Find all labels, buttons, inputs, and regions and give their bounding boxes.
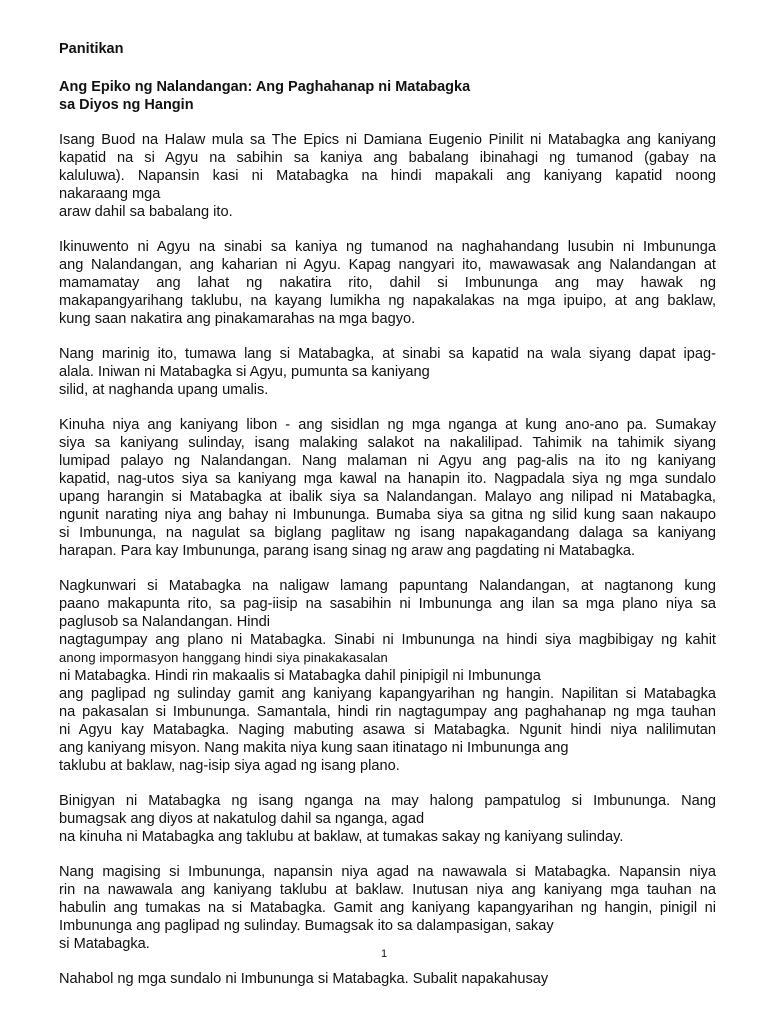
text-line: Binigyan ni Matabagka ng isang nganga na may halong pampatulog si Imbununga. Nang — [59, 793, 716, 809]
text-line: na pakasalan si Imbununga. Samantala, hindi rin nagtagumpay ang paghahanap ng mga tauhan — [59, 704, 716, 720]
text-line: habulin ang tumakas na si Matabagka. Gamit ang kaniyang kapangyarihan ng hangin, pinigil ni — [59, 900, 716, 916]
text-line: Imbununga ang paglipad ng sulinday. Bumagsak ito sa dalampasigan, sakay — [59, 918, 554, 934]
paragraph — [59, 863, 716, 953]
text-line: ang paglipad ng sulinday gamit ang kaniyang kapangyarihan ng hangin. Napilitan si Matabagka — [59, 686, 716, 702]
text-line: rin na nawawala ang kaniyang taklubu at baklaw. Inutusan niya ang kaniyang mga tauhan na — [59, 882, 716, 898]
paragraph — [59, 345, 716, 399]
paragraph — [59, 131, 716, 221]
text-line: si Imbununga, na nagulat sa biglang paglitaw ng isang napakagandang dalaga sa kaniyang — [59, 525, 716, 541]
text-line: ang Nalandangan, ang kaharian ni Agyu. Kapag nangyari ito, mawawasak ang Nalandangan at — [59, 257, 716, 273]
section-label: Panitikan — [59, 41, 124, 57]
text-line: kapatid na si Agyu na sabihin sa kaniya ang babalang ibinahagi ng tumanod (gabay na — [59, 150, 716, 166]
text-line: na kinuha ni Matabagka ang taklubu at baklaw, at tumakas sakay ng kaniyang sulinday. — [59, 829, 624, 845]
title-line-2: sa Diyos ng Hangin — [59, 97, 194, 113]
text-line: makapangyarihang taklubu, na kayang lumikha ng napakalakas na mga ipuipo, at ang baklaw, — [59, 293, 716, 309]
text-line: siya sa kaniyang sulinday, isang malaking salakot na nakalilipad. Tahimik na tahimik siyang — [59, 435, 716, 451]
text-line: ang kaniyang misyon. Nang makita niya kung saan itinatago ni Imbununga ang — [59, 740, 569, 756]
paragraph — [59, 238, 716, 328]
text-line: mamamatay ang lahat ng nakatira rito, dahil si Imbununga ang may hawak ng — [59, 275, 716, 291]
paragraph — [59, 792, 716, 846]
document-body — [59, 131, 716, 988]
text-line: kung saan nakatira ang pinakamarahas na mga bagyo. — [59, 311, 416, 327]
text-line: ni Agyu kay Matabagka. Naging mabuting asawa si Matabagka. Ngunit hindi niya nalilimutan — [59, 722, 716, 738]
text-line: ngunit narating niya ang bahay ni Imbununga. Bumaba siya sa gitna ng silid kung saan nakaupo — [59, 507, 716, 523]
text-line: nakaraang mga — [59, 186, 161, 202]
text-line: Kinuha niya ang kaniyang libon - ang sisidlan ng mga nganga at kung ano-ano pa. Sumakay — [59, 417, 716, 433]
text-line: bumagsak ang diyos at nakatulog dahil sa nganga, agad — [59, 811, 425, 827]
text-line: Nagkunwari si Matabagka na naligaw lamang papuntang Nalandangan, at nagtanong kung — [59, 578, 716, 594]
text-line: Nahabol ng mga sundalo ni Imbununga si Matabagka. Subalit napakahusay — [59, 971, 549, 987]
text-line: upang harangin si Matabagka at ibalik siya sa Nalandangan. Malayo ang nilipad ni Matabagka, — [59, 489, 716, 505]
text-line: si Matabagka. — [59, 936, 150, 952]
text-line: nagtagumpay ang plano ni Matabagka. Sinabi ni Imbununga na hindi siya magbibigay ng kahit — [59, 632, 716, 648]
text-line: taklubu at baklaw, nag-isip siya agad ng isang plano. — [59, 758, 400, 774]
text-line: ni Matabagka. Hindi rin makaalis si Matabagka dahil pinipigil ni Imbununga — [59, 668, 541, 684]
title-line-1: Ang Epiko ng Nalandangan: Ang Paghahanap ni Matabagka — [59, 79, 471, 95]
document-title — [59, 78, 716, 114]
text-line: Nang magising si Imbununga, napansin niya agad na nawawala si Matabagka. Napansin niya — [59, 864, 716, 880]
text-line: kapatid, nag-utos siya sa kaniyang mga kawal na hanapin ito. Nagpadala siya ng mga sundalo — [59, 471, 716, 487]
text-line: paano makapunta rito, sa pag-iisip na sasabihin ni Imbununga ang ilan sa mga plano niya sa — [59, 596, 716, 612]
text-line: silid, at naghanda upang umalis. — [59, 382, 269, 398]
text-line: Nang marinig ito, tumawa lang si Matabagka, at sinabi sa kapatid na wala siyang dapat ipag- — [59, 346, 716, 362]
text-line: harapan. Para kay Imbununga, parang isang sinag ng araw ang pagdating ni Matabagka. — [59, 543, 636, 559]
text-line: lumipad palayo ng Nalandangan. Nang malaman ni Agyu ang pag-alis na ito ng kaniyang — [59, 453, 716, 469]
page-number: 1 — [380, 948, 388, 960]
paragraph — [59, 416, 716, 560]
text-line: Isang Buod na Halaw mula sa The Epics ni Damiana Eugenio Pinilit ni Matabagka ang kaniyang — [59, 132, 716, 148]
text-line: Ikinuwento ni Agyu na sinabi sa kaniya ng tumanod na naghahandang lusubin ni Imbununga — [59, 239, 716, 255]
text-line: alala. Iniwan ni Matabagka si Agyu, pumunta sa kaniyang — [59, 364, 430, 380]
text-line: paglusob sa Nalandangan. Hindi — [59, 614, 270, 630]
text-line: araw dahil sa babalang ito. — [59, 204, 233, 220]
text-line: kaluluwa). Napansin kasi ni Matabagka na hindi mapakali ang kaniyang kapatid noong — [59, 168, 716, 184]
text-line: anong impormasyon hanggang hindi siya pinakakasalan — [59, 650, 388, 665]
paragraph — [59, 970, 716, 988]
paragraph — [59, 577, 716, 775]
